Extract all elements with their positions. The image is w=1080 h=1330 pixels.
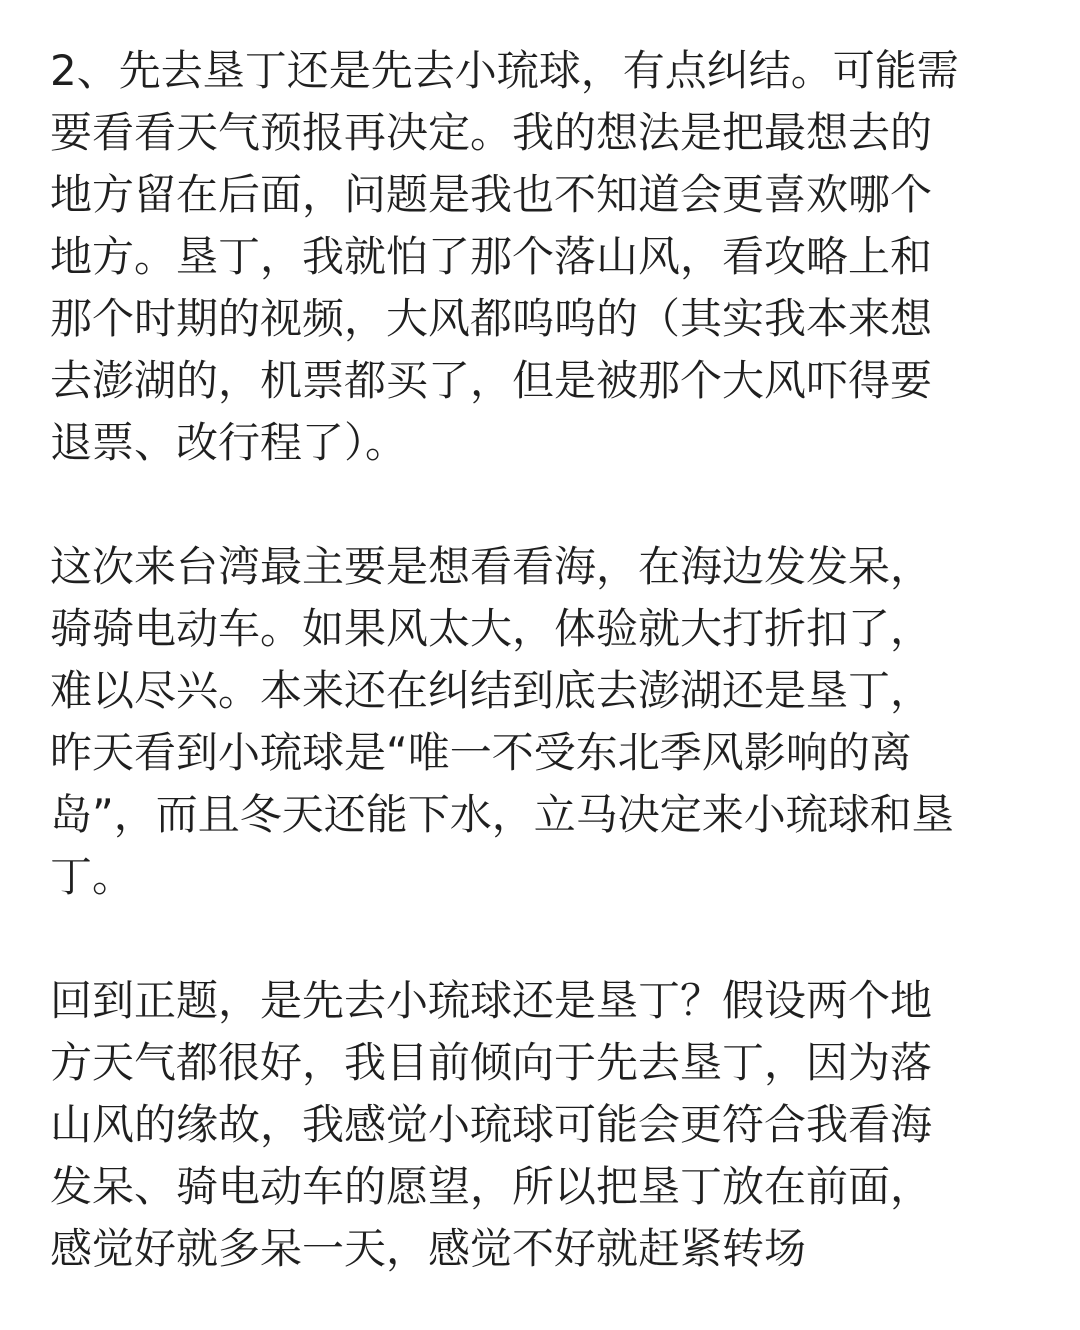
text-line: 去澎湖的，机票都买了，但是被那个大风吓得要 (50, 356, 933, 405)
text-line: 骑骑电动车。如果风太大，体验就大打折扣了， (50, 604, 933, 653)
text-line: 山风的缘故，我感觉小琉球可能会更符合我看海 (50, 1100, 933, 1149)
text-line: 丁。 (50, 852, 135, 901)
text-line: 发呆、骑电动车的愿望，所以把垦丁放在前面， (50, 1162, 933, 1211)
paragraph-weather-dilemma (50, 40, 1030, 474)
text-line: 2、先去垦丁还是先去小琉球，有点纠结。可能需 (50, 46, 959, 95)
paragraph-decision (50, 970, 1030, 1280)
text-line: 那个时期的视频，大风都呜呜的（其实我本来想 (50, 294, 933, 343)
text-line: 地方。垦丁，我就怕了那个落山风，看攻略上和 (50, 232, 933, 281)
text-line: 岛”，而且冬天还能下水，立马决定来小琉球和垦 (50, 790, 954, 839)
text-line: 要看看天气预报再决定。我的想法是把最想去的 (50, 108, 933, 157)
text-line: 地方留在后面，问题是我也不知道会更喜欢哪个 (50, 170, 933, 219)
text-line: 方天气都很好，我目前倾向于先去垦丁，因为落 (50, 1038, 933, 1087)
text-line: 昨天看到小琉球是“唯一不受东北季风影响的离 (50, 728, 912, 777)
text-line: 退票、改行程了）。 (50, 418, 408, 467)
text-line: 回到正题，是先去小琉球还是垦丁？假设两个地 (50, 976, 933, 1025)
text-line: 感觉好就多呆一天，感觉不好就赶紧转场 (50, 1224, 807, 1273)
paragraph-trip-purpose (50, 536, 1030, 908)
article-body (50, 40, 1030, 1280)
text-line: 这次来台湾最主要是想看看海，在海边发发呆， (50, 542, 933, 591)
text-line: 难以尽兴。本来还在纠结到底去澎湖还是垦丁， (50, 666, 933, 715)
